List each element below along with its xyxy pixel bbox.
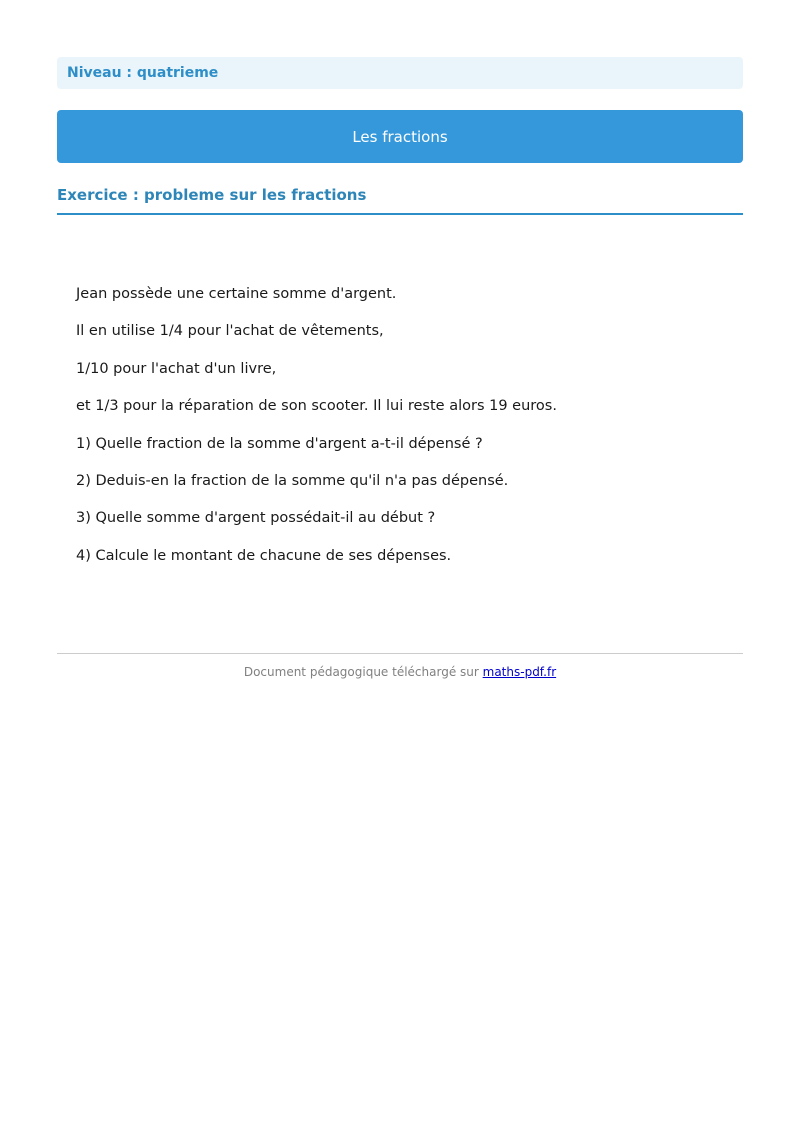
exercise-statement-line: Jean possède une certaine somme d'argent. (76, 286, 397, 302)
exercise-statement-line: et 1/3 pour la réparation de son scooter. Il lui reste alors 19 euros. (76, 398, 557, 415)
footer-text: Document pédagogique téléchargé sur (243, 665, 483, 679)
footer-link[interactable]: maths-pdf.fr (482, 665, 557, 679)
exercise-title: Exercice : probleme sur les fractions (57, 186, 367, 204)
exercise-question: 1) Quelle fraction de la somme d'argent a-t-il dépensé ? (76, 435, 483, 452)
page-title: Les fractions (352, 127, 448, 146)
exercise-question: 2) Deduis-en la fraction de la somme qu'il n'a pas dépensé. (76, 472, 509, 489)
exercise-content (76, 284, 716, 583)
footer-divider (57, 653, 743, 654)
title-banner (57, 110, 743, 163)
exercise-statement-line: Il en utilise 1/4 pour l'achat de vêtements, (76, 323, 384, 340)
exercise-statement-line: 1/10 pour l'achat d'un livre, (76, 360, 277, 377)
exercise-heading (57, 185, 743, 215)
footer (57, 665, 743, 679)
level-banner (57, 57, 743, 89)
exercise-question: 3) Quelle somme d'argent possédait-il au début ? (76, 510, 436, 527)
level-label: Niveau : quatrieme (67, 65, 219, 81)
exercise-question: 4) Calcule le montant de chacune de ses dépenses. (76, 547, 452, 564)
